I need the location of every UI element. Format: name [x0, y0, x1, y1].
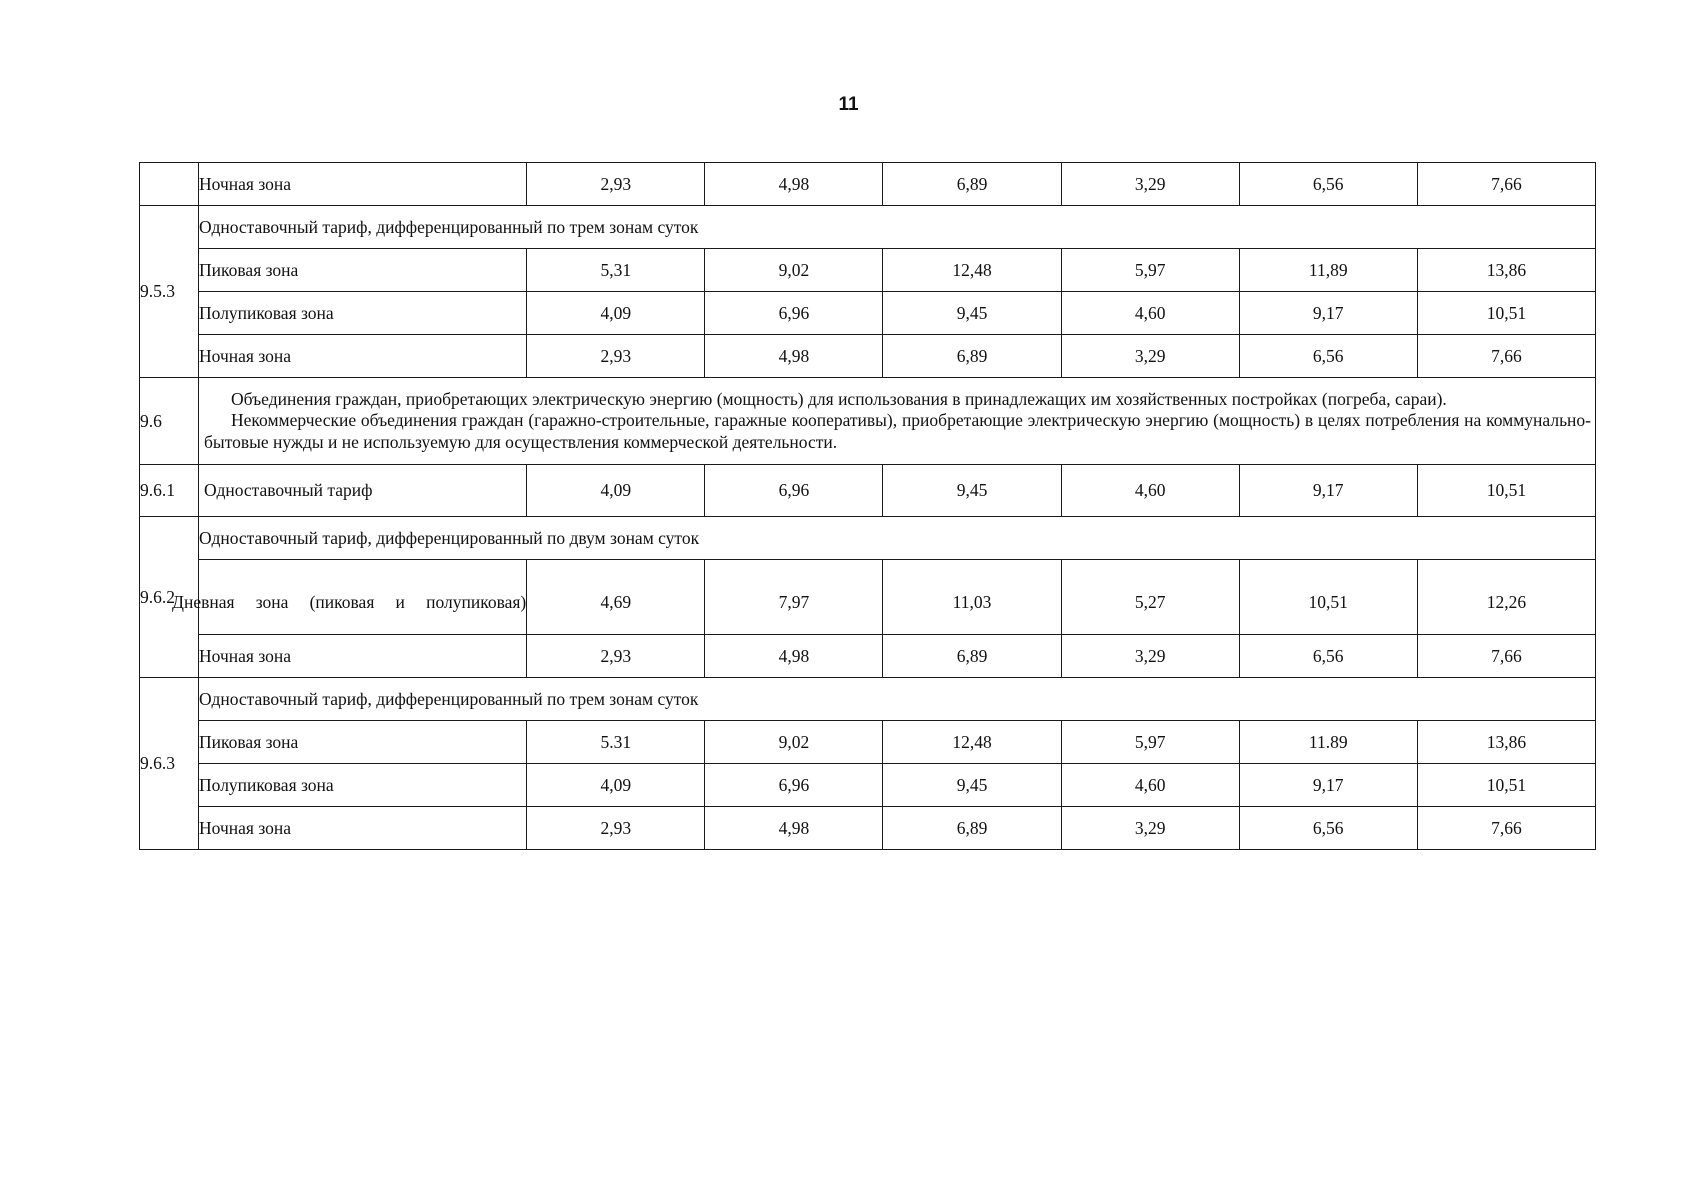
value-cell: 9,17	[1239, 764, 1417, 807]
value-cell: 7,66	[1417, 635, 1595, 678]
value-cell: 4,98	[705, 807, 883, 850]
value-cell: 4,60	[1061, 764, 1239, 807]
section-description	[199, 378, 1596, 465]
section-number: 9.6.2	[140, 517, 199, 678]
value-cell: 4,69	[527, 560, 705, 635]
section-row	[140, 517, 1596, 560]
value-cell: 4,98	[705, 635, 883, 678]
value-cell: 10,51	[1417, 764, 1595, 807]
value-cell: 6,89	[883, 335, 1061, 378]
section-title: Одноставочный тариф, дифференцированный по двум зонам суток	[199, 517, 1596, 560]
value-cell: 4,09	[527, 292, 705, 335]
value-cell: 6,89	[883, 807, 1061, 850]
value-cell: 10,51	[1239, 560, 1417, 635]
value-cell: 4,98	[705, 335, 883, 378]
tariff-table	[139, 162, 1596, 850]
section-number: 9.6.3	[140, 678, 199, 850]
value-cell: 7,66	[1417, 335, 1595, 378]
table-row	[140, 721, 1596, 764]
value-cell: 5,31	[527, 249, 705, 292]
zone-name-cell	[172, 560, 527, 635]
zone-name-text: Дневная зона (пиковая и полупиковая)	[172, 591, 527, 612]
table-row	[140, 807, 1596, 850]
value-cell: 10,51	[1417, 465, 1595, 517]
value-cell: 4,60	[1061, 465, 1239, 517]
zone-name-cell: Ночная зона	[199, 807, 527, 850]
table-row	[140, 635, 1596, 678]
section-title: Одноставочный тариф, дифференцированный по трем зонам суток	[199, 206, 1596, 249]
value-cell: 5,27	[1061, 560, 1239, 635]
table-row	[140, 292, 1596, 335]
value-cell: 6,89	[883, 635, 1061, 678]
zone-name-cell: Пиковая зона	[199, 249, 527, 292]
zone-name-cell: Полупиковая зона	[199, 292, 527, 335]
value-cell: 6,96	[705, 764, 883, 807]
tariff-name-cell: Одноставочный тариф	[199, 465, 527, 517]
value-cell: 3,29	[1061, 635, 1239, 678]
value-cell: 11,89	[1239, 249, 1417, 292]
value-cell: 6,56	[1239, 335, 1417, 378]
value-cell: 6,56	[1239, 635, 1417, 678]
row-number-cell	[140, 163, 199, 206]
value-cell: 2,93	[527, 335, 705, 378]
value-cell: 12,48	[883, 721, 1061, 764]
value-cell: 12,26	[1417, 560, 1595, 635]
value-cell: 9,02	[705, 721, 883, 764]
value-cell: 13,86	[1417, 249, 1595, 292]
value-cell: 9,17	[1239, 465, 1417, 517]
value-cell: 3,29	[1061, 163, 1239, 206]
value-cell: 2,93	[527, 635, 705, 678]
zone-name-cell: Полупиковая зона	[199, 764, 527, 807]
section-number: 9.6	[140, 378, 199, 465]
description-line-2: Некоммерческие объединения граждан (гаражно-строительные, гаражные кооперативы), приобретающие электрическую энергию (мощность) в целях потребления на коммунально-бытовые нужды и не используемую для осуществления коммерческой деятельности.	[204, 410, 1591, 452]
value-cell: 2,93	[527, 163, 705, 206]
page-number: 11	[838, 94, 859, 115]
table-row	[140, 249, 1596, 292]
value-cell: 9,45	[883, 764, 1061, 807]
value-cell: 3,29	[1061, 335, 1239, 378]
value-cell: 12,48	[883, 249, 1061, 292]
value-cell: 11.89	[1239, 721, 1417, 764]
zone-name-cell: Ночная зона	[199, 163, 527, 206]
value-cell: 4,09	[527, 465, 705, 517]
value-cell: 3,29	[1061, 807, 1239, 850]
table-row	[140, 764, 1596, 807]
value-cell: 6,56	[1239, 807, 1417, 850]
value-cell: 6,96	[705, 465, 883, 517]
value-cell: 4,09	[527, 764, 705, 807]
value-cell: 9,45	[883, 292, 1061, 335]
table-row	[140, 335, 1596, 378]
value-cell: 4,98	[705, 163, 883, 206]
zone-name-cell: Ночная зона	[199, 335, 527, 378]
value-cell: 7,66	[1417, 807, 1595, 850]
value-cell: 7,97	[705, 560, 883, 635]
table-row	[140, 163, 1596, 206]
section-number: 9.6.1	[140, 465, 199, 517]
zone-name-cell: Пиковая зона	[199, 721, 527, 764]
value-cell: 10,51	[1417, 292, 1595, 335]
zone-name-cell: Ночная зона	[199, 635, 527, 678]
description-line-1: Объединения граждан, приобретающих электрическую энергию (мощность) для использования в принадлежащих им хозяйственных постройках (погреба, сараи).	[231, 388, 1447, 409]
value-cell: 2,93	[527, 807, 705, 850]
value-cell: 4,60	[1061, 292, 1239, 335]
section-number: 9.5.3	[140, 206, 199, 378]
section-row	[140, 678, 1596, 721]
value-cell: 6,96	[705, 292, 883, 335]
section-title: Одноставочный тариф, дифференцированный по трем зонам суток	[199, 678, 1596, 721]
value-cell: 5,97	[1061, 721, 1239, 764]
value-cell: 9,02	[705, 249, 883, 292]
value-cell: 9,17	[1239, 292, 1417, 335]
section-row	[140, 378, 1596, 465]
table-row	[140, 560, 1596, 635]
value-cell: 11,03	[883, 560, 1061, 635]
table-row	[140, 465, 1596, 517]
section-row	[140, 206, 1596, 249]
value-cell: 7,66	[1417, 163, 1595, 206]
value-cell: 6,56	[1239, 163, 1417, 206]
value-cell: 9,45	[883, 465, 1061, 517]
value-cell: 5,97	[1061, 249, 1239, 292]
value-cell: 13,86	[1417, 721, 1595, 764]
value-cell: 5.31	[527, 721, 705, 764]
value-cell: 6,89	[883, 163, 1061, 206]
